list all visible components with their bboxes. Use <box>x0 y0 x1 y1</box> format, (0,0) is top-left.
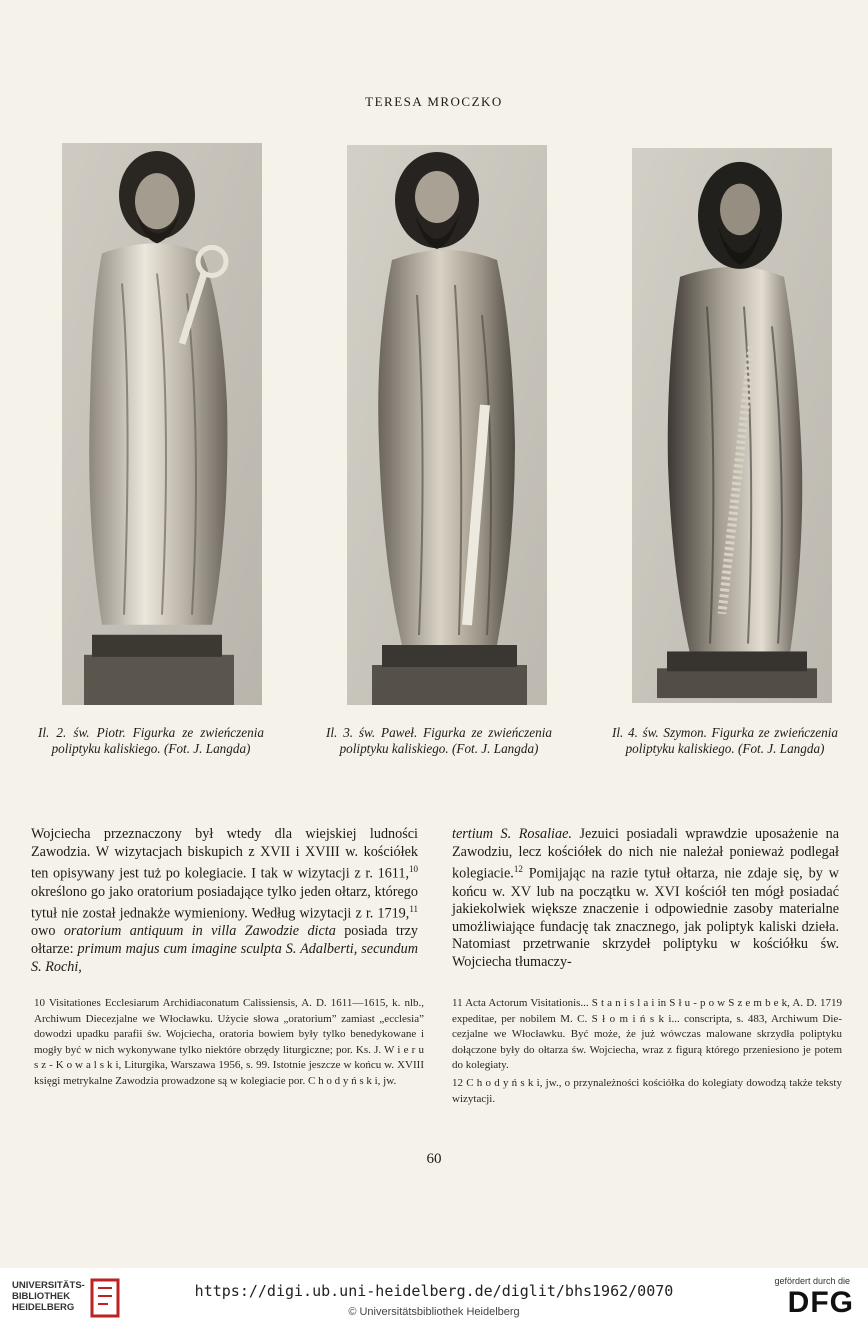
body-text: posiada trzy ołtarze: <box>31 923 418 958</box>
footnotes-right <box>452 996 842 1107</box>
footnote-ref: 12 <box>513 864 523 875</box>
footnotes-left <box>34 996 424 1090</box>
statue-piotr-image <box>62 143 262 705</box>
figure-caption-2: Il. 3. św. Paweł. Figurka ze zwieńczenia poliptyku kaliskiego. (Fot. J. Langda) <box>326 725 552 756</box>
dfg-logo[interactable]: DFG <box>787 1286 854 1319</box>
body-text: owo <box>31 923 64 940</box>
latin-quote: primum majus cum imagine sculpta S. Adalberti, secundum S. Rochi, <box>31 941 418 975</box>
footer-bar <box>0 1268 868 1329</box>
body-text: Jezuici posiadali wprawdzie uposażenie na Zawodziu, lecz kościółek do nich nie należał ponieważ podlegał kolegiacie. <box>452 826 839 882</box>
footnote-10: 10 Visitationes Ecclesiarum Archidiaconatum Calissiensis, A. D. 1611—1615, k. nlb., Archiwum Diecezjalne we Włocławku. Użycie słowa „oratorium” zamiast „ecclesia” dowodzi upadku parafii św. Wojciecha, oratoria bowiem były tylko benedykowane i mogły być w nich wykonywane tylko niektóre obrzędy liturgiczne; por. Ks. J. W i e r u s z - K o w a l s k i, Liturgika, Warszawa 1956, s. 99. Istotnie jeszcze w końcu w. XVIII księgi metrykalne Zawodzia prowadzone są w kolegiacie por. C h o d y ń s k i, jw. <box>34 997 424 1087</box>
figure-caption-1: Il. 2. św. Piotr. Figurka ze zwieńczenia poliptyku kaliskiego. (Fot. J. Langda) <box>38 725 264 756</box>
statue-pawel-image <box>347 145 547 705</box>
footnote-11: 11 Acta Actorum Visitationis... S t a n i s l a i in S ł u - p o w S z e m b e k, A. D. 1719 expeditae, per nobilem M. C. S ł o m i ń s k i... conscripta, s. 483, Archiwum Diecezjalne we Włocławku. Być może, że już wówczas malowane skrzydła poliptyku dołączone były do ołtarza św. Wojciecha, wraz z figurą którego przeniesiono je potem do kolegiaty. <box>452 997 842 1072</box>
body-column-right <box>452 826 839 971</box>
document-url-link[interactable]: https://digi.ub.uni-heidelberg.de/diglit/bhs1962/0070 <box>194 1282 674 1300</box>
figure-photo-pawel <box>347 145 547 705</box>
library-name[interactable]: UNIVERSITÄTS- BIBLIOTHEK HEIDELBERG <box>12 1280 85 1313</box>
footnote-ref: 10 <box>409 864 418 875</box>
body-column-left <box>31 826 418 976</box>
statue-szymon-image <box>632 148 832 703</box>
footnote-ref: 11 <box>409 904 418 915</box>
running-head: TERESA MROCZKO <box>365 94 503 109</box>
page-number: 60 <box>426 1151 442 1167</box>
copyright-notice: © Universitätsbibliothek Heidelberg <box>348 1306 520 1318</box>
footnote-12: 12 C h o d y ń s k i, jw., o przynależności kościółka do kolegiaty dowodzą także teksty wizytacji. <box>452 1076 842 1105</box>
body-text: Wojciecha przeznaczony był wtedy dla wiejskiej ludności Zawodzia. W wizytacjach biskupich z XVII i XVIII w. kościółek ten opisywany jest tuż po kolegiacie. I tak w wizytacji z r. 1611, <box>31 826 418 882</box>
latin-quote: oratorium antiquum in villa Zawodzie dicta <box>63 923 336 940</box>
figure-photo-piotr <box>62 143 262 705</box>
body-text: Pomijając na razie tytuł ołtarza, nie zdaje się, by w końcu w. XV lub na początku w. XVI kościół ten mógł posiadać jakiekolwiek większe znaczenie i odpowiednie zasoby materialne umożliwiające fundację tak znacznego, jak poliptyk kaliski dzieła. Natomiast przetrwanie skrzydeł poliptyku w kościółku św. Wojciecha tłumaczy- <box>452 865 839 970</box>
figure-photo-szymon <box>632 148 832 703</box>
figure-caption-3: Il. 4. św. Szymon. Figurka ze zwieńczenia poliptyku kaliskiego. (Fot. J. Langda) <box>612 725 838 756</box>
latin-quote: tertium S. Rosaliae. <box>452 826 572 842</box>
funded-by-label: gefördert durch die <box>774 1276 850 1286</box>
body-text: określono go jako oratorium posiadające tylko jeden ołtarz, którego tytuł nie został jednakże wymieniony. Według wizytacji z r. 1719, <box>31 883 418 922</box>
